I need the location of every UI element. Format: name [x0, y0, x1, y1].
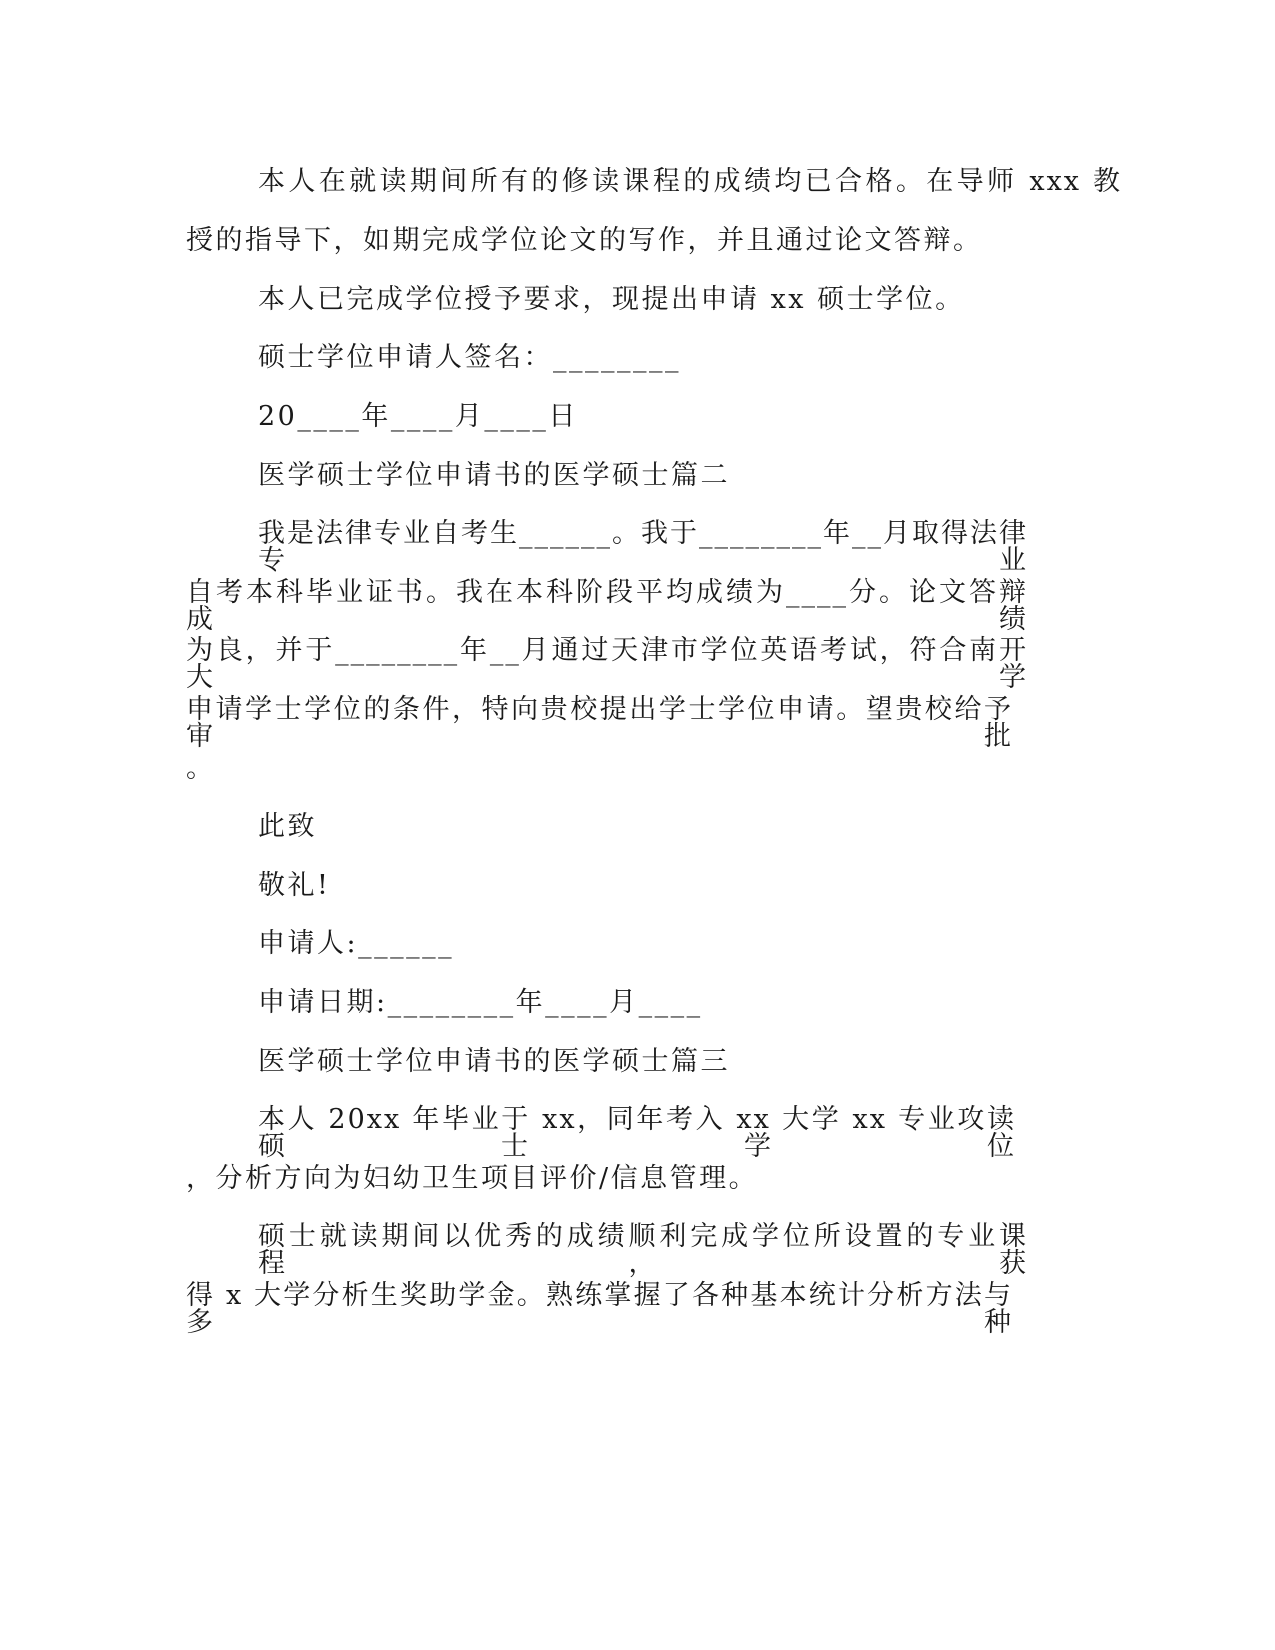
- date-line: 20____年____月____日: [258, 401, 578, 432]
- paragraph-1-line-1: 本人在就读期间所有的修读课程的成绩均已合格。在导师 xxx 教: [258, 166, 1122, 197]
- paragraph-3-line-1: 我是法律专业自考生______。我于________年__月取得法律专业: [258, 518, 1028, 576]
- paragraph-3-line-2: 自考本科毕业证书。我在本科阶段平均成绩为____分。论文答辩成绩: [186, 577, 1028, 635]
- paragraph-3-line-5: 。: [186, 753, 216, 784]
- section-heading-2: 医学硕士学位申请书的医学硕士篇二: [258, 460, 730, 491]
- paragraph-4-line-1: 本人 20xx 年毕业于 xx，同年考入 xx 大学 xx 专业攻读硕士学位: [258, 1104, 1016, 1162]
- closing-salutation: 此致: [258, 811, 317, 842]
- paragraph-4-line-2: ，分析方向为妇幼卫生项目评价/信息管理。: [186, 1163, 759, 1194]
- paragraph-2: 本人已完成学位授予要求，现提出申请 xx 硕士学位。: [258, 284, 965, 315]
- applicant-line: 申请人:______: [258, 928, 455, 959]
- paragraph-5-line-1: 硕士就读期间以优秀的成绩顺利完成学位所设置的专业课程，获: [258, 1221, 1028, 1279]
- signature-line: 硕士学位申请人签名：________: [258, 342, 681, 373]
- paragraph-3-line-4: 申请学士学位的条件，特向贵校提出学士学位申请。望贵校给予审批: [186, 694, 1013, 752]
- paragraph-5-line-2: 得 x 大学分析生奖助学金。熟练掌握了各种基本统计分析方法与多种: [186, 1280, 1013, 1338]
- paragraph-1-line-2: 授的指导下，如期完成学位论文的写作，并且通过论文答辩。: [186, 225, 983, 256]
- section-heading-3: 医学硕士学位申请书的医学硕士篇三: [258, 1046, 730, 1077]
- closing-regards: 敬礼!: [258, 870, 331, 901]
- paragraph-3-line-3: 为良，并于________年__月通过天津市学位英语考试，符合南开大学: [186, 635, 1028, 693]
- application-date-line: 申请日期:________年____月____: [258, 987, 703, 1018]
